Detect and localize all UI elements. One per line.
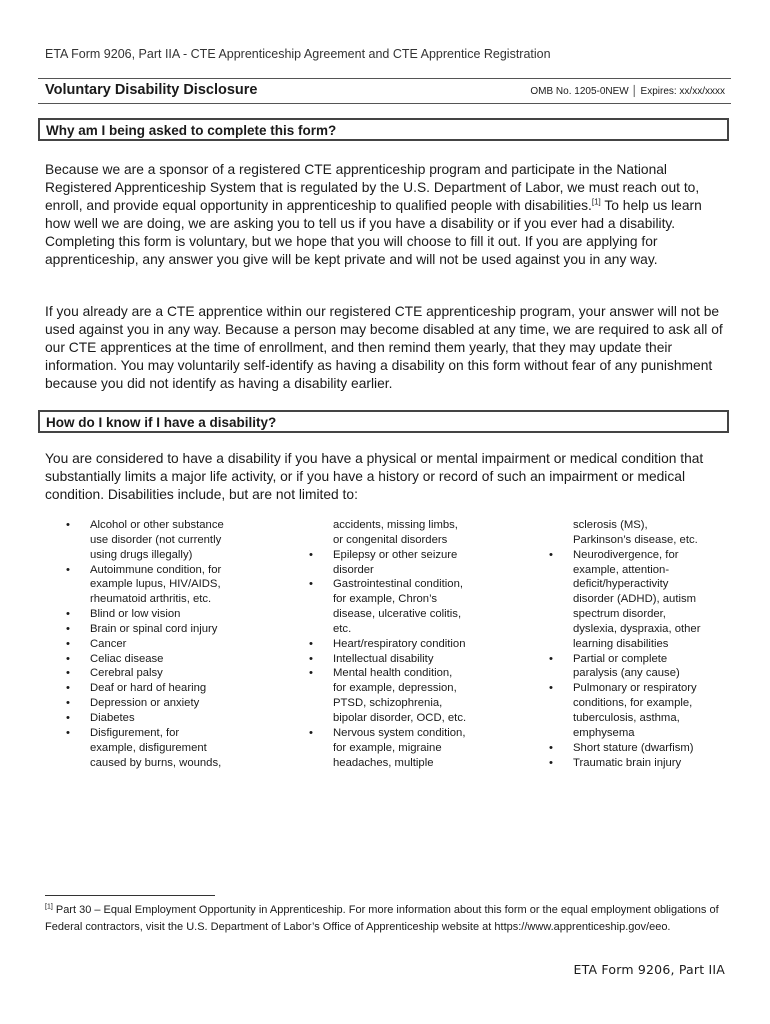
definition-paragraph: You are considered to have a disability if you have a physical or mental impairment or medical condition that substantially limits a major life activity, or if you have a history or record of such an impairment or medical condition. Disabilities include, but are not limited to: [45,451,704,502]
list-item: • Pulmonary or respiratory [549,681,749,696]
title-row [45,82,725,102]
list-item: • Cerebral palsy [66,666,266,681]
list-item: • Alcohol or other substance [66,518,266,533]
intro-text-a: Because we are a sponsor of a registered CTE apprenticeship program and participate in the National Registered Apprenticeship System that is regulated by the U.S. Department of Labor, we must reach out to, enroll, and provide equal opportunity in apprenticeship to qualified people with disabilities. [45,162,700,213]
section-heading-why: Why am I being asked to complete this form? [38,118,729,141]
list-item: • Intellectual disability [309,652,519,667]
footnote-marker[interactable]: [1] [45,903,53,911]
list-item-cont: sclerosis (MS), [573,519,648,531]
list-item: • Mental health condition, [309,666,519,681]
list-item-cont: example, attention- [573,563,670,576]
page-footer-label: ETA Form 9206, Part IIA [573,962,725,977]
list-item: • Disfigurement, for [66,726,266,741]
list-item: • Heart/respiratory condition [309,637,519,652]
list-item: • Neurodivergence, for [549,548,749,563]
disability-list-col3 [549,518,749,770]
list-item-cont: example lupus, HIV/AIDS, [90,578,221,591]
list-item: • Diabetes [66,711,266,726]
list-item-cont: PTSD, schizophrenia, [333,697,443,710]
list-item-cont: rheumatoid arthritis, etc. [90,593,212,606]
list-item-cont: spectrum disorder, [573,608,666,621]
list-item: • Blind or low vision [66,607,266,622]
list-item-cont: paralysis (any cause) [573,667,680,680]
list-item-cont: disorder (ADHD), autism [573,593,697,606]
list-item-cont: for example, depression, [333,682,457,695]
footnote-reference[interactable]: [1] [591,197,601,207]
list-item: • Short stature (dwarfism) [549,741,749,756]
apprentice-paragraph: If you already are a CTE apprentice within our registered CTE apprenticeship program, your answer will not be used against you in any way. Because a person may become disabled at any time, we are required to ask all of our CTE apprentices at the time of enrollment, and then remind them yearly, that they may update their information. You may voluntarily self-identify as having a disability on this form without fear of any punishment because you did not identify as having a disability earlier. [45,304,723,391]
list-item-cont: accidents, missing limbs, [333,519,458,531]
list-item-cont: conditions, for example, [573,697,693,710]
list-item-cont: emphysema [573,726,635,739]
list-item: • Epilepsy or other seizure [309,548,519,563]
list-item: • Deaf or hard of hearing [66,681,266,696]
form-header-line: ETA Form 9206, Part IIA - CTE Apprenticeship Agreement and CTE Apprentice Registration [45,47,551,61]
list-item-cont: bipolar disorder, OCD, etc. [333,711,467,724]
list-item: • Traumatic brain injury [549,756,749,771]
list-item: • Partial or complete [549,652,749,667]
omb-number: OMB No. 1205-0NEW │ Expires: xx/xx/xxxx [530,86,725,97]
title-divider [38,103,731,104]
list-item-cont: disorder [333,563,374,576]
list-item: • Autoimmune condition, for [66,563,266,578]
intro-text-b: To help us learn how well we are doing, we are asking you to tell us if you have a disability or if you ever had a disability. Completing this form is voluntary, but we hope that you will choose to fill it out. If you are applying for apprenticeship, any answer you give will be kept private and will not be used against you in any way. [45,198,702,267]
footnote [45,902,725,935]
section-heading-how: How do I know if I have a disability? [38,410,729,433]
list-item-cont: or congenital disorders [333,533,448,546]
list-item-cont: deficit/hyperactivity [573,578,669,591]
list-item: • Nervous system condition, [309,726,519,741]
list-item-cont: caused by burns, wounds, [90,756,222,769]
page-title: Voluntary Disability Disclosure [45,82,258,98]
footnote-text: Part 30 – Equal Employment Opportunity in Apprenticeship. For more information about this form or the equal employment obligations of Federal contractors, visit the U.S. Department of Labor’s Office of Apprenticeship website at https://www.apprenticeship.gov/eeo. [45,904,719,933]
list-item: • Cancer [66,637,266,652]
list-item-cont: tuberculosis, asthma, [573,711,680,724]
list-item-cont: use disorder (not currently [90,533,222,546]
list-item: • Gastrointestinal condition, [309,577,519,592]
intro-paragraph [45,161,730,269]
list-item-cont: headaches, multiple [333,756,434,769]
list-item-cont: for example, migraine [333,741,442,754]
list-item-cont: example, disfigurement [90,741,207,754]
list-item-cont: for example, Chron’s [333,593,438,606]
list-item-cont: using drugs illegally) [90,548,193,561]
list-item-cont: etc. [333,622,352,635]
footnote-divider [45,895,215,896]
list-item: • Celiac disease [66,652,266,667]
list-item-cont: dyslexia, dyspraxia, other [573,622,701,635]
list-item-cont: disease, ulcerative colitis, [333,608,462,621]
disability-list-col1 [66,518,266,770]
header-divider [38,78,731,79]
disability-list-col2 [309,518,519,770]
list-item-cont: Parkinson’s disease, etc. [573,533,698,546]
list-item-cont: learning disabilities [573,637,669,650]
list-item: • Depression or anxiety [66,696,266,711]
list-item: • Brain or spinal cord injury [66,622,266,637]
